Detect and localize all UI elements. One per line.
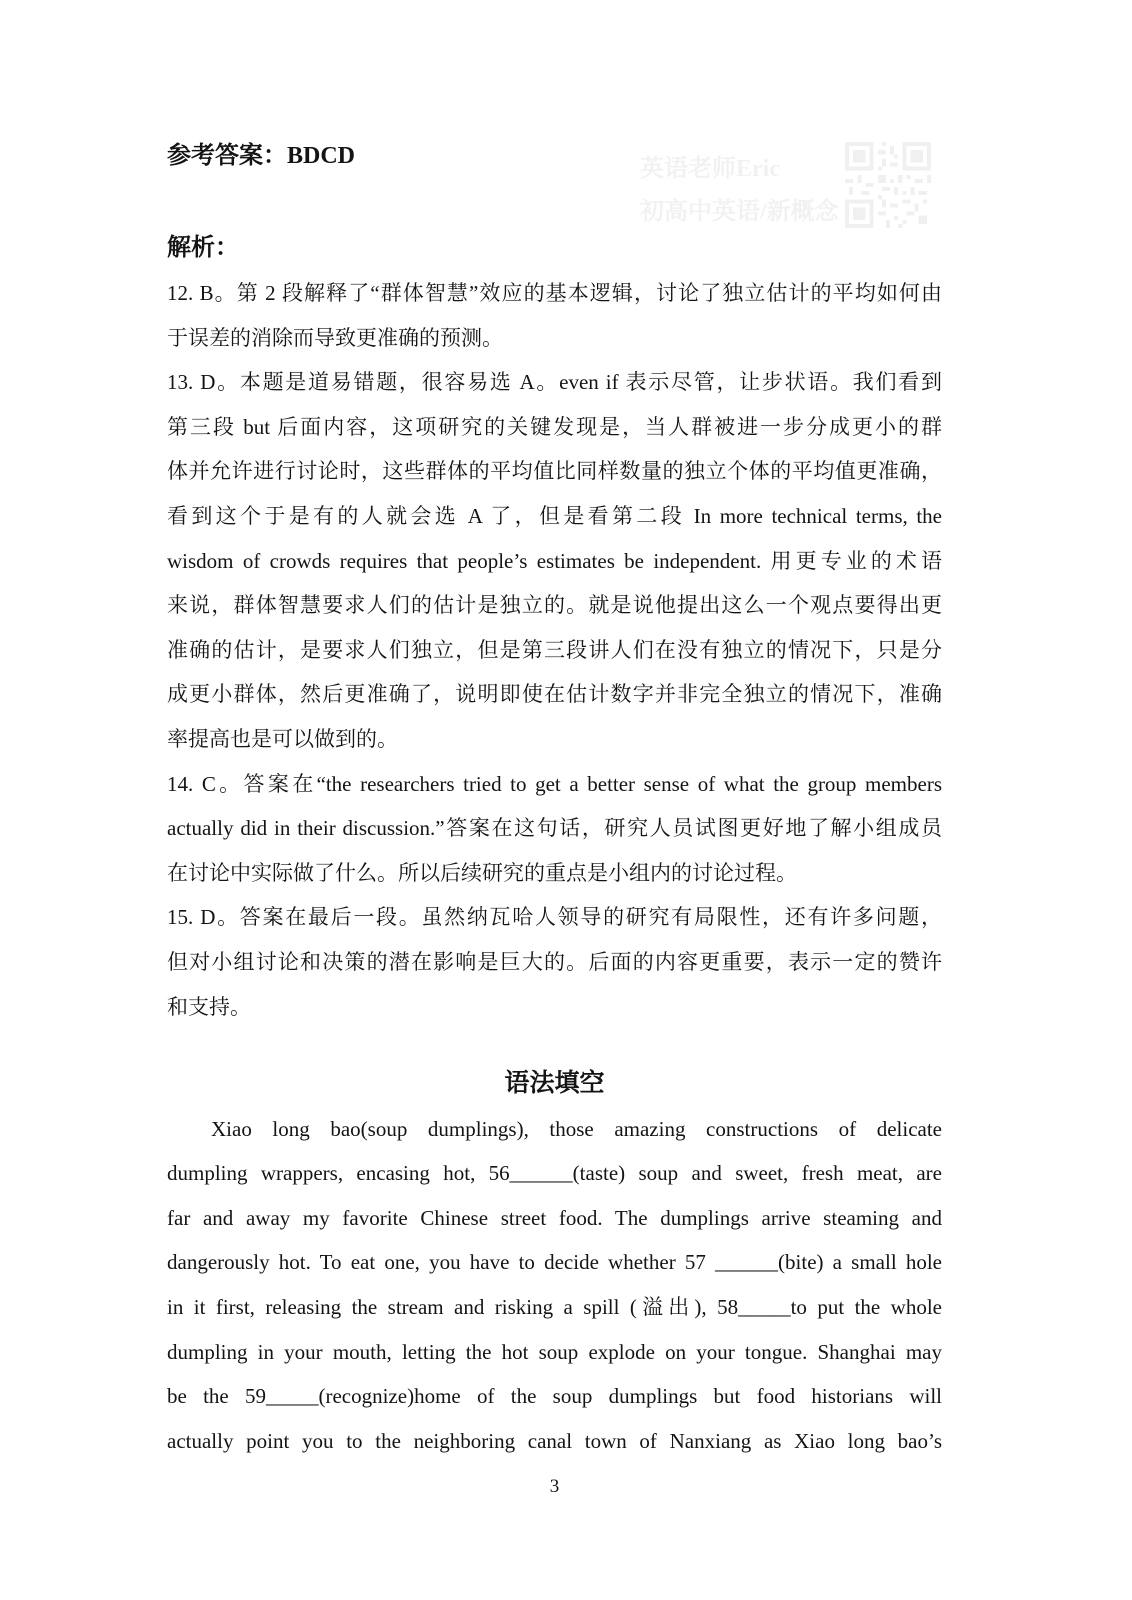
analysis-text-line: 第三段 but 后面内容，这项研究的关键发现是，当人群被进一步分成更小的群 bbox=[167, 414, 942, 439]
watermark-line-2: 初高中英语/新概念 bbox=[640, 199, 839, 225]
passage-text-line: dumpling in your mouth, letting the hot soup explode on your tongue. Shanghai may bbox=[167, 1339, 942, 1364]
analysis-text-line: 成更小群体，然后更准确了，说明即使在估计数字并非完全独立的情况下，准确 bbox=[167, 682, 942, 707]
analysis-text-line: 但对小组讨论和决策的潜在影响是巨大的。后面的内容更重要，表示一定的赞许 bbox=[167, 949, 942, 974]
passage-text-line: actually point you to the neighboring canal town of Nanxiang as Xiao long bao’s bbox=[167, 1428, 942, 1453]
passage-text-line: dumpling wrappers, encasing hot, 56______(taste) soup and sweet, fresh meat, are bbox=[167, 1161, 942, 1186]
analysis-text-line: 于误差的消除而导致更准确的预测。 bbox=[167, 325, 503, 350]
section-title-grammar-cloze: 语法填空 bbox=[504, 1069, 605, 1098]
analysis-text-line: 来说，群体智慧要求人们的估计是独立的。就是说他提出这么一个观点要得出更 bbox=[167, 593, 942, 618]
passage-text-line: far and away my favorite Chinese street food. The dumplings arrive steaming and bbox=[167, 1205, 942, 1230]
analysis-text-line: 13. D。本题是道易错题，很容易选 A。even if 表示尽管，让步状语。我们看到 bbox=[167, 370, 942, 395]
page-content bbox=[167, 0, 942, 1463]
analysis-text-line: 15. D。答案在最后一段。虽然纳瓦哈人领导的研究有局限性，还有许多问题， bbox=[167, 905, 942, 930]
passage-text-line: dangerously hot. To eat one, you have to decide whether 57 ______(bite) a small hole bbox=[167, 1250, 942, 1275]
cloze-passage bbox=[167, 1107, 942, 1464]
analysis-text-line: 在讨论中实际做了什么。所以后续研究的重点是小组内的讨论过程。 bbox=[167, 860, 797, 885]
watermark-line-1: 英语老师Eric bbox=[640, 156, 780, 182]
passage-text-line: be the 59_____(recognize)home of the soup dumplings but food historians will bbox=[167, 1384, 942, 1409]
passage-text-line: Xiao long bao(soup dumplings), those amazing constructions of delicate bbox=[211, 1116, 942, 1141]
analysis-paragraphs bbox=[167, 271, 942, 1029]
analysis-text-line: 和支持。 bbox=[167, 994, 251, 1019]
analysis-text-line: 体并允许进行讨论时，这些群体的平均值比同样数量的独立个体的平均值更准确， bbox=[167, 459, 942, 484]
analysis-heading: 解析： bbox=[167, 235, 239, 261]
analysis-text-line: 看到这个于是有的人就会选 A 了，但是看第二段 In more technical terms, the bbox=[167, 503, 942, 528]
analysis-text-line: 准确的估计，是要求人们独立，但是第三段讲人们在没有独立的情况下，只是分 bbox=[167, 637, 942, 662]
passage-text-line: in it first, releasing the stream and risking a spill (溢出), 58_____to put the whole bbox=[167, 1295, 942, 1320]
analysis-text-line: 12. B。第 2 段解释了“群体智慧”效应的基本逻辑，讨论了独立估计的平均如何由 bbox=[167, 281, 942, 305]
page-number: 3 bbox=[549, 1476, 560, 1497]
analysis-text-line: actually did in their discussion.”答案在这句话，研究人员试图更好地了解小组成员 bbox=[167, 816, 942, 841]
analysis-text-line: 率提高也是可以做到的。 bbox=[167, 726, 398, 751]
analysis-text-line: wisdom of crowds requires that people’s estimates be independent. 用更专业的术语 bbox=[167, 548, 942, 573]
analysis-text-line: 14. C。答案在“the researchers tried to get a better sense of what the group members bbox=[167, 771, 942, 796]
reference-answers: 参考答案：BDCD bbox=[167, 143, 356, 169]
